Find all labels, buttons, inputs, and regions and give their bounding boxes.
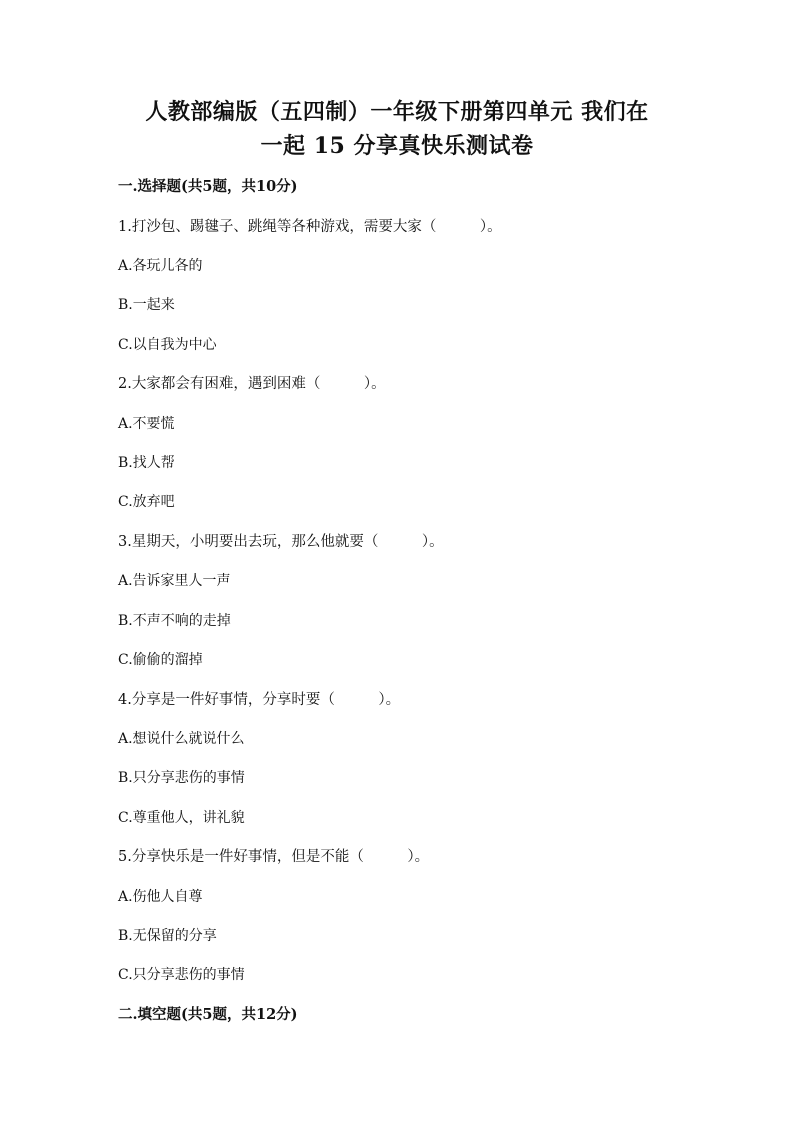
answer-option: A.伤他人自尊: [118, 889, 203, 905]
answer-option: C.尊重他人，讲礼貌: [118, 810, 245, 826]
section-heading-fill-in: 二.填空题(共5题，共12分): [118, 1006, 298, 1023]
page-title-line-1: 人教部编版（五四制）一年级下册第四单元 我们在: [145, 99, 649, 125]
answer-option: B.只分享悲伤的事情: [118, 770, 245, 786]
answer-option: A.想说什么就说什么: [118, 731, 245, 747]
section-heading-multiple-choice: 一.选择题(共5题，共10分): [118, 178, 298, 195]
page-title-line-2: 一起 15 分享真快乐测试卷: [260, 133, 534, 159]
answer-option: B.不声不响的走掉: [118, 613, 231, 629]
question-stem: 2.大家都会有困难，遇到困难（ ）。: [118, 376, 386, 392]
question-stem: 5.分享快乐是一件好事情，但是不能（ ）。: [118, 849, 430, 865]
answer-option: B.一起来: [118, 297, 175, 313]
question-stem: 3.星期天，小明要出去玩，那么他就要（ ）。: [118, 534, 444, 550]
answer-option: A.告诉家里人一声: [118, 573, 231, 589]
answer-option: C.以自我为中心: [118, 337, 217, 353]
answer-option: C.偷偷的溜掉: [118, 652, 203, 668]
answer-option: A.各玩儿各的: [118, 258, 203, 274]
question-stem: 1.打沙包、踢毽子、跳绳等各种游戏，需要大家（ ）。: [118, 219, 502, 235]
answer-option: A.不要慌: [118, 416, 175, 432]
answer-option: B.找人帮: [118, 455, 175, 471]
question-stem: 4.分享是一件好事情，分享时要（ ）。: [118, 692, 401, 708]
answer-option: B.无保留的分享: [118, 928, 217, 944]
answer-option: C.只分享悲伤的事情: [118, 967, 245, 983]
answer-option: C.放弃吧: [118, 494, 175, 510]
